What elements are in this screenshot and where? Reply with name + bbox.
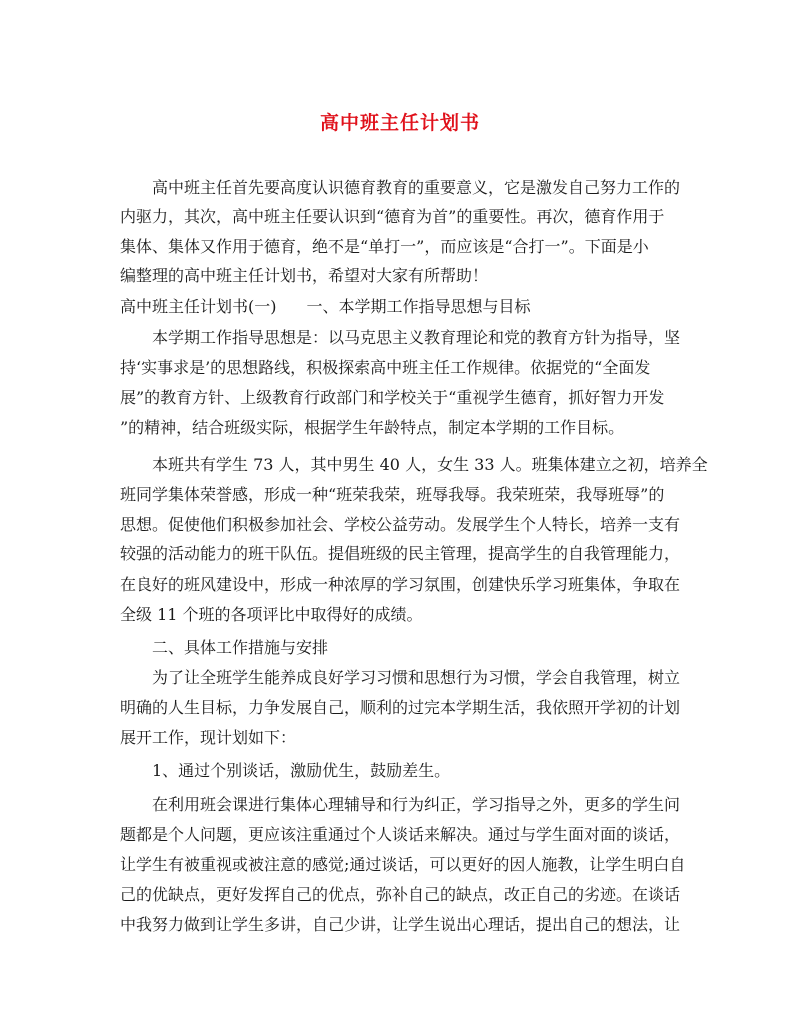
paragraph-line: 展”的教育方针、上级教育行政部门和学校关于“重视学生德育，抓好智力开发 [120,388,665,407]
paragraph-line: 本学期工作指导思想是：以马克思主义教育理论和党的教育方针为指导，坚 [152,328,681,347]
paragraph-line: ”的精神，结合班级实际，根据学生年龄特点，制定本学期的工作目标。 [120,418,625,437]
paragraph-line: 全级 11 个班的各项评比中取得好的成绩。 [120,605,423,624]
paragraph-line: 较强的活动能力的班干队伍。提倡班级的民主管理，提高学生的自我管理能力， [120,544,681,563]
paragraph-line: 高中班主任首先要高度认识德育教育的重要意义，它是激发自己努力工作的 [152,178,681,197]
paragraph-line: 在良好的班风建设中，形成一种浓厚的学习氛围，创建快乐学习班集体，争取在 [120,575,681,594]
paragraph-line: 持‘实事求是’的思想路线，积极探索高中班主任工作规律。依据党的“全面发 [120,358,651,377]
paragraph-line: 编整理的高中班主任计划书，希望对大家有所帮助！ [120,266,489,285]
paragraph-line: 集体、集体又作用于德育，绝不是“单打一”，而应该是“合打一”。下面是小 [120,237,649,256]
paragraph-line: 本班共有学生 73 人，其中男生 40 人，女生 33 人。班集体建立之初，培养全 [152,455,708,474]
section-heading: 一、本学期工作指导思想与目标 [306,297,531,316]
paragraph-line: 为了让全班学生能养成良好学习习惯和思想行为习惯，学会自我管理，树立 [152,668,681,687]
paragraph-line: 内驱力，其次，高中班主任要认识到“德育为首”的重要性。再次，德育作用于 [120,207,665,226]
paragraph-line: 展开工作，现计划如下： [120,728,297,747]
paragraph-line: 思想。促使他们积极参加社会、学校公益劳动。发展学生个人特长，培养一支有 [120,515,681,534]
paragraph-line: 题都是个人问题，更应该注重通过个人谈话来解决。通过与学生面对面的谈话， [120,825,681,844]
paragraph-line: 明确的人生目标，力争发展自己，顺利的过完本学期生活，我依照开学初的计划 [120,698,681,717]
paragraph-line: 让学生有被重视或被注意的感觉;通过谈话，可以更好的因人施教，让学生明白自 [120,855,686,874]
section-heading-line [120,297,531,317]
paragraph-line: 班同学集体荣誉感，形成一种“班荣我荣，班辱我辱。我荣班荣，我辱班辱”的 [120,485,665,504]
section-heading: 二、具体工作措施与安排 [152,638,329,657]
paragraph-line: 中我努力做到让学生多讲，自己少讲，让学生说出心理话，提出自己的想法，让 [120,915,681,934]
subtitle-text: 高中班主任计划书(一) [120,297,277,316]
list-item-heading: 1、通过个别谈话，激励优生，鼓励差生。 [152,761,451,780]
document-title: 高中班主任计划书 [319,112,480,134]
paragraph-line: 在利用班会课进行集体心理辅导和行为纠正，学习指导之外，更多的学生问 [152,795,681,814]
paragraph-line: 己的优缺点，更好发挥自己的优点，弥补自己的缺点，改正自己的劣迹。在谈话 [120,885,681,904]
